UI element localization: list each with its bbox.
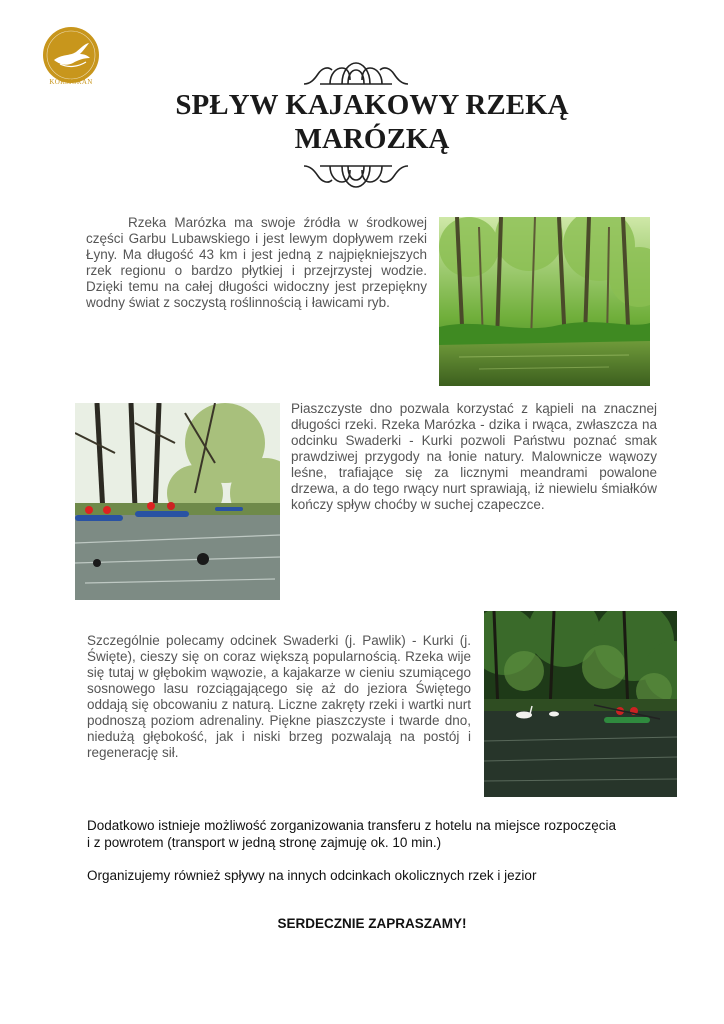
page-title bbox=[100, 88, 644, 156]
decorative-flourish-top-icon bbox=[300, 60, 412, 88]
title-line-2: MARÓZKĄ bbox=[294, 123, 450, 155]
transfer-note: Dodatkowo istnieje możliwość zorganizowania transferu z hotelu na miejsce rozpoczęcia i z powrotem (transport w jedną stronę zajmuję ok. 10 min.) bbox=[87, 818, 617, 850]
photo-forest-river bbox=[439, 217, 650, 386]
other-routes-note: Organizujemy również spływy na innych odcinkach okolicznych rzek i jezior bbox=[87, 868, 537, 883]
photo-kayakers-river bbox=[75, 403, 280, 600]
logo-name: KORMORAN bbox=[49, 78, 93, 86]
decorative-flourish-bottom-icon bbox=[300, 162, 412, 190]
kormoran-logo bbox=[40, 24, 102, 86]
paragraph-intro: Rzeka Marózka ma swoje źródła w środkowej części Garbu Lubawskiego i jest lewym dopływem rzeki Łyny. Ma długość 43 km i jest jedną z najpiękniejszych rzek regionu o bardzo płytkiej i przejrzystej wodzie. Dzięki temu na całej długości widoczny jest przepiękny wodny świat z soczystą roślinnością i ławicami ryb. bbox=[86, 215, 427, 310]
closing-invitation: SERDECZNIE ZAPRASZAMY! bbox=[277, 916, 467, 931]
paragraph-river-description: Piaszczyste dno pozwala korzystać z kąpieli na znacznej długości rzeki. Rzeka Marózka - dzika i rwąca, zwłaszcza na odcinku Swaderki - Kurki pozwoli Państwu poznać smak prawdziwej przygody na łonie natury. Malownicze wąwozy leśne, trafiające się za licznymi meandrami powalone drzewa, a do tego rwący nurt sprawiają, iż niewielu śmiałków kończy spływ choćby w suchej czapeczce. bbox=[291, 401, 657, 512]
photo-kayak-swans bbox=[484, 611, 677, 797]
title-line-1: SPŁYW KAJAKOWY RZEKĄ bbox=[175, 89, 569, 121]
paragraph-recommended-route: Szczególnie polecamy odcinek Swaderki (j. Pawlik) - Kurki (j. Święte), cieszy się on coraz większą popularnością. Rzeka wije się tutaj w głębokim wąwozie, a kajakarze w cieniu szumiącego sosnowego lasu rozciągającego się aż do jeziora Świętego oddają się obcowaniu z naturą. Liczne zakręty rzeki i wartki nurt podnoszą poziom adrenaliny. Piękne piaszczyste i twarde dno, niedużą głębokość, jak i niski brzeg pozwalają na postój i regenerację sił. bbox=[87, 633, 471, 760]
